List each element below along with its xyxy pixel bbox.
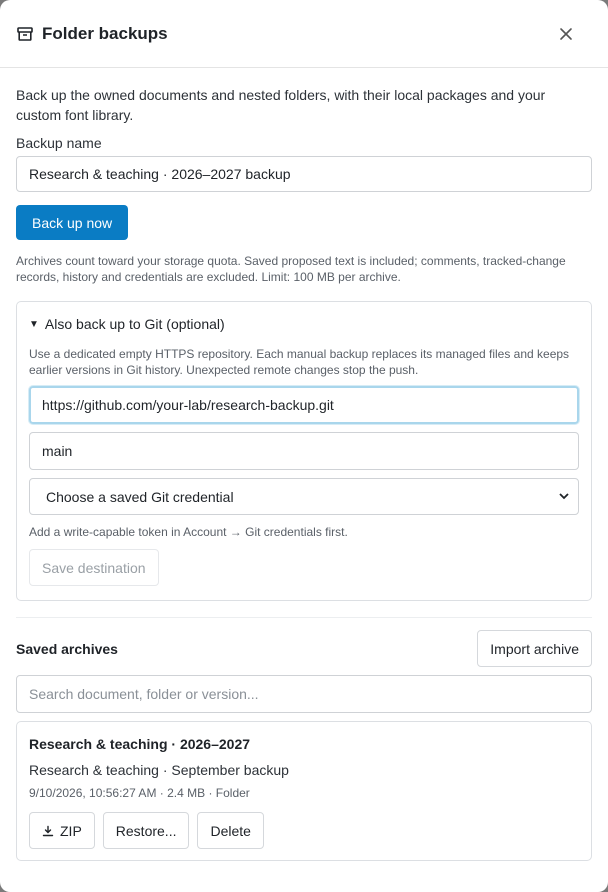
git-section-summary: Also back up to Git (optional) bbox=[44, 316, 225, 332]
archive-title: Research & teaching · 2026–2027 bbox=[29, 736, 251, 752]
git-branch-input[interactable]: main bbox=[29, 432, 579, 470]
archive-card bbox=[16, 721, 592, 861]
saved-archives-heading: Saved archives bbox=[16, 640, 118, 657]
delete-button[interactable]: Delete bbox=[197, 812, 263, 849]
backup-name-input[interactable]: Research & teaching · 2026–2027 backup bbox=[16, 156, 592, 192]
import-archive-button[interactable]: Import archive bbox=[477, 630, 592, 667]
close-icon[interactable] bbox=[556, 24, 576, 44]
archive-subtitle: Research & teaching · September backup bbox=[29, 762, 289, 778]
git-description: Use a dedicated empty HTTPS repository. Each manual backup replaces its managed files and keeps earlier versions in Git history. Unexpected remote changes stop the push. bbox=[29, 347, 570, 377]
dialog-title: Folder backups bbox=[42, 23, 168, 43]
archive-actions bbox=[29, 812, 579, 849]
git-credential-hint: Add a write-capable token in Account → Git credentials first. bbox=[29, 525, 348, 539]
archive-box-icon bbox=[16, 25, 34, 43]
download-zip-button[interactable] bbox=[29, 812, 95, 849]
backup-name-label: Backup name bbox=[16, 135, 102, 151]
git-section-toggle[interactable] bbox=[29, 316, 579, 332]
intro-text: Back up the owned documents and nested folders, with their local packages and your custom font library. bbox=[16, 87, 546, 123]
git-backup-section bbox=[16, 301, 592, 601]
git-repo-url-input[interactable]: https://github.com/your-lab/research-backup.git bbox=[29, 386, 579, 424]
quota-note: Archives count toward your storage quota. Saved proposed text is included; comments, tracked-change records, history and credentials are excluded. Limit: 100 MB per archive. bbox=[16, 254, 566, 284]
archive-search-input[interactable]: Search document, folder or version... bbox=[16, 675, 592, 713]
saved-archives-header bbox=[16, 630, 592, 667]
back-up-now-button[interactable]: Back up now bbox=[16, 205, 128, 240]
save-destination-button[interactable]: Save destination bbox=[29, 549, 159, 586]
dialog-header bbox=[0, 0, 608, 68]
section-divider bbox=[16, 617, 592, 618]
git-credential-select-value: Choose a saved Git credential bbox=[46, 488, 234, 505]
zip-label: ZIP bbox=[60, 822, 82, 839]
download-icon bbox=[42, 825, 54, 837]
git-credential-select[interactable] bbox=[29, 478, 579, 515]
chevron-down-icon bbox=[558, 489, 570, 505]
archive-meta: 9/10/2026, 10:56:27 AM · 2.4 MB · Folder bbox=[29, 786, 250, 800]
restore-button[interactable]: Restore... bbox=[103, 812, 190, 849]
triangle-down-icon: ▼ bbox=[29, 318, 39, 330]
